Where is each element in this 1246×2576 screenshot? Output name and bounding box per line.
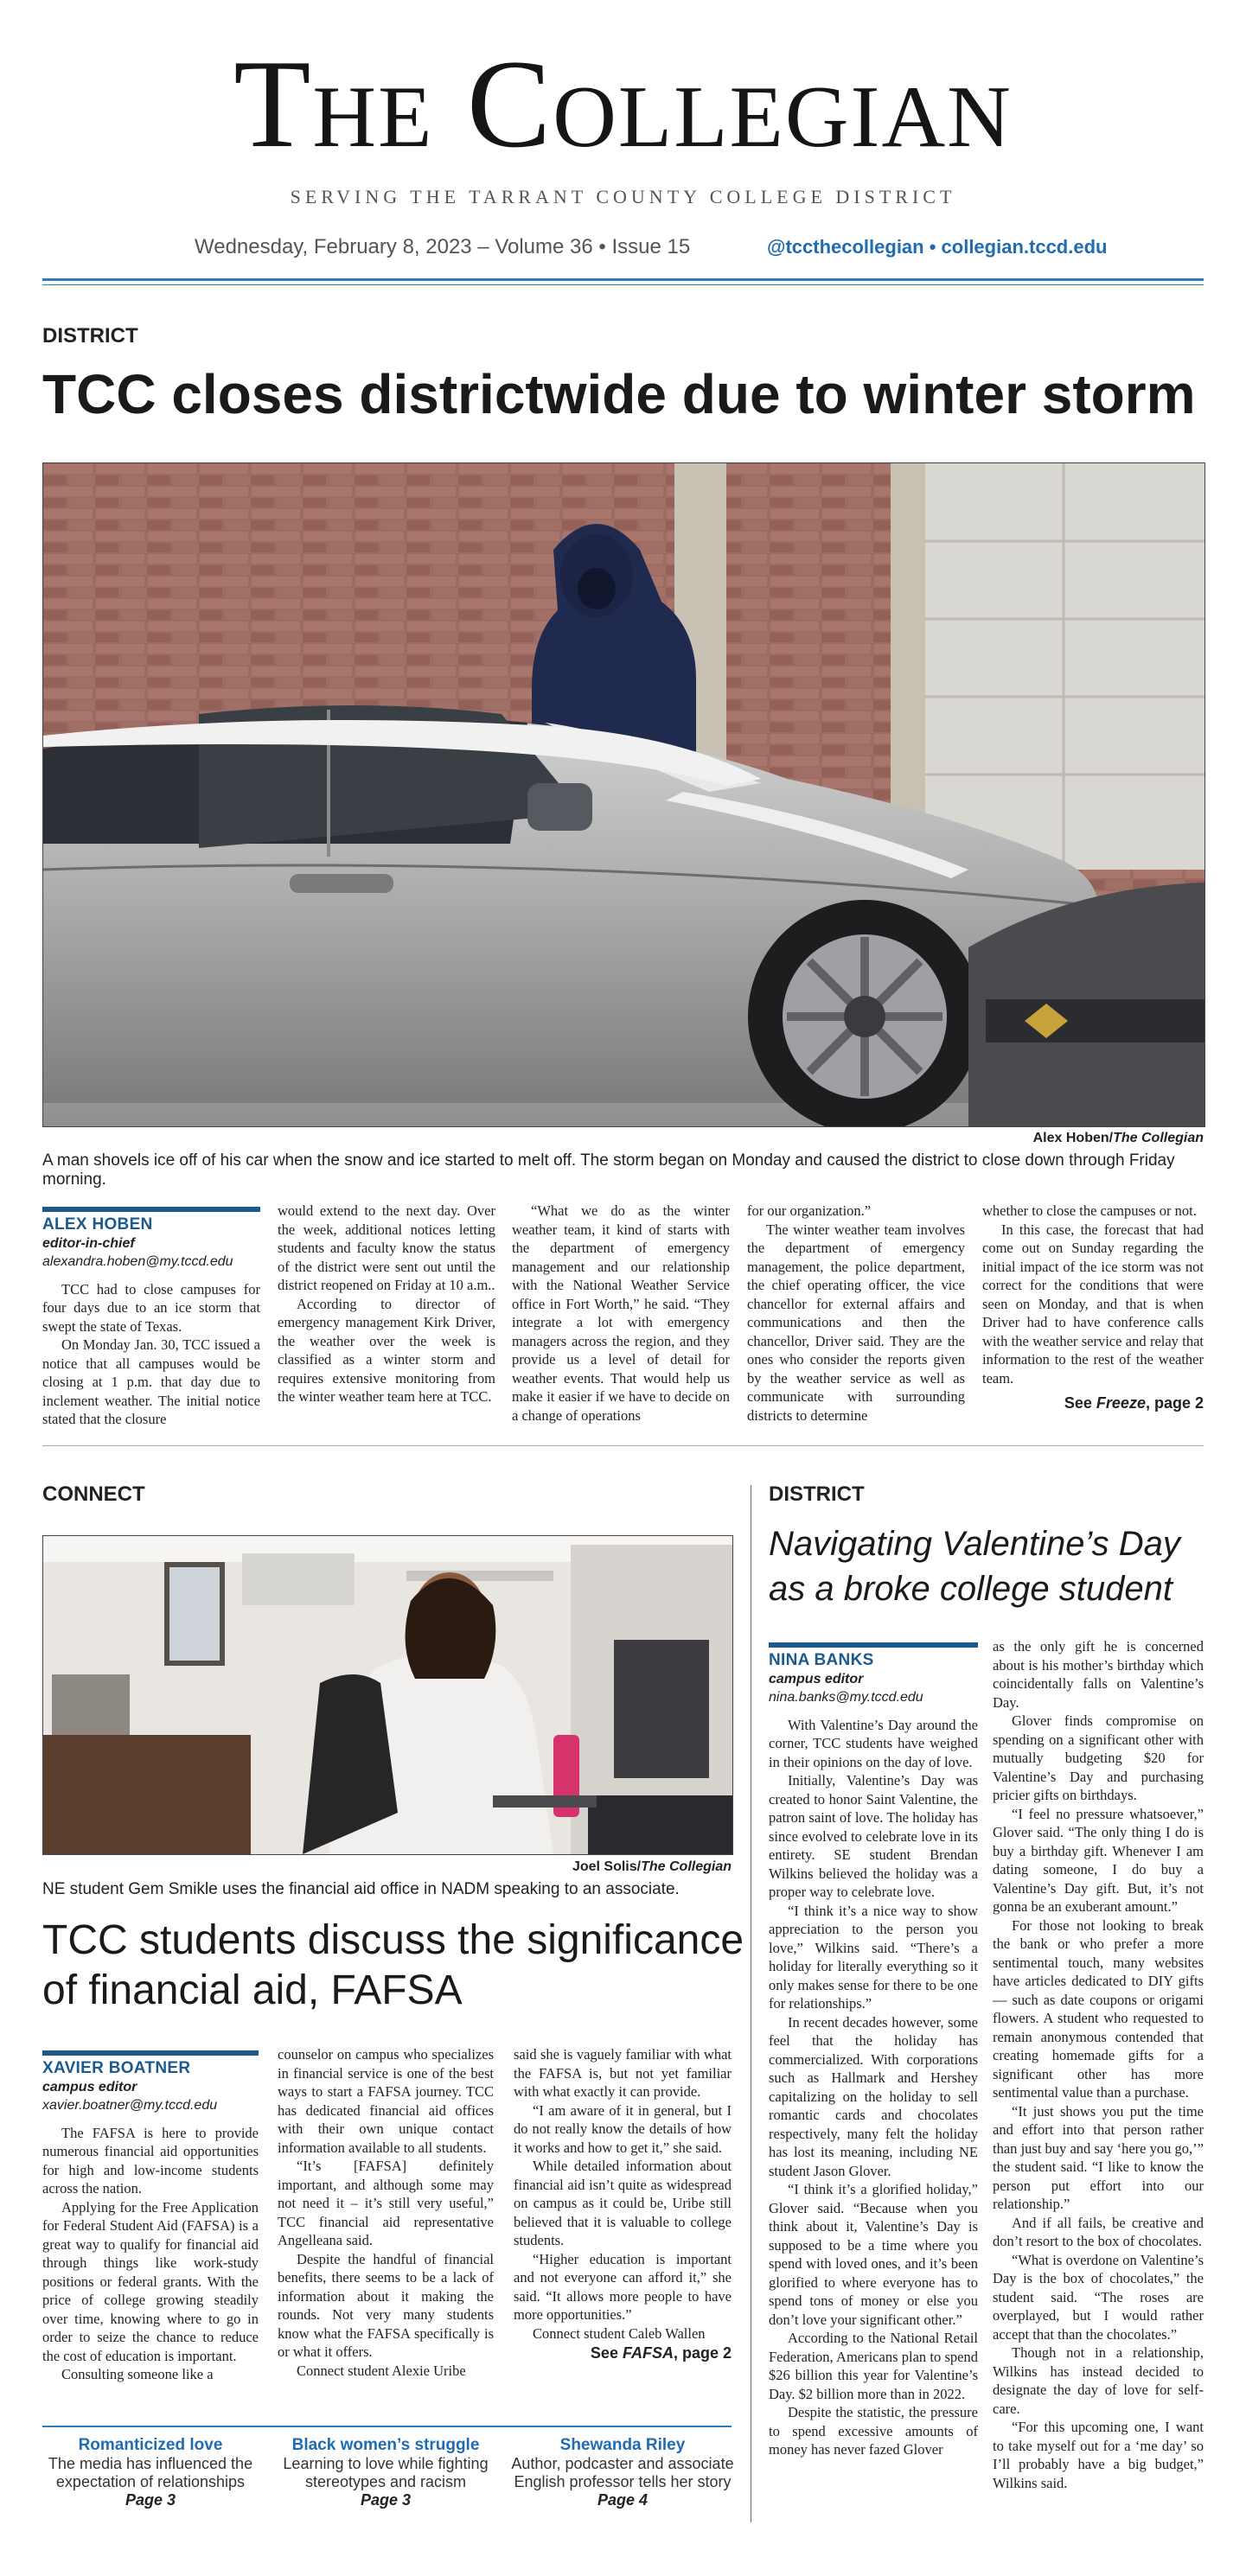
- masthead-rule: [42, 278, 1204, 281]
- paragraph: said she is vaguely familiar with what the FAFSA is, but not yet familiar with what exactly it can provide.: [514, 2046, 732, 2100]
- paragraph: whether to close the campuses or not.: [982, 1202, 1197, 1219]
- teaser-black-womens-struggle[interactable]: [278, 2436, 494, 2509]
- byline-bar: [42, 1207, 260, 1212]
- byline-email[interactable]: xavier.boatner@my.tccd.edu: [42, 2098, 218, 2113]
- paragraph: According to the National Retail Federation, Americans plan to spend $26 billion this year for Valentine’s Day. $2 billion more than in 2022.: [769, 2330, 978, 2402]
- byline-role: campus editor: [42, 2079, 137, 2095]
- byline-email[interactable]: alexandra.hoben@my.tccd.edu: [42, 1254, 233, 1269]
- jump-link-freeze[interactable]: See Freeze, page 2: [1064, 1394, 1204, 1412]
- lead-photo-illustration: [43, 463, 1204, 1126]
- paragraph: “I think it’s a glorified holiday,” Glover said. “Because when you think about it, Valentine’s Day is supposed to be a time where you spend with loved ones, and it’s been glorified to where everyone has to spend tons of money or else you don’t love your significant other.”: [769, 2181, 978, 2328]
- teaser-shewanda-riley[interactable]: [505, 2436, 740, 2509]
- paragraph: And if all fails, be creative and don’t resort to the box of chocolates.: [993, 2214, 1204, 2249]
- paragraph: for our organization.”: [747, 1202, 872, 1219]
- masthead-rule-thin: [42, 284, 1204, 285]
- paragraph: Connect student Alexie Uribe: [297, 2362, 466, 2379]
- paragraph: With Valentine’s Day around the corner, TCC students have weighed in their opinions on the day of love.: [769, 1716, 978, 1770]
- byline-bar: [42, 2050, 259, 2056]
- paragraph: Initially, Valentine’s Day was created to honor Saint Valentine, the patron saint of love. The holiday has since evolved to celebrate love in its entirety. SE student Brendan Wilkins believed the holiday was a proper way to celebrate love.: [769, 1772, 978, 1900]
- dateline: Wednesday, February 8, 2023 – Volume 36 • Issue 15: [195, 235, 691, 258]
- byline-name: NINA BANKS: [769, 1651, 874, 1669]
- social-links[interactable]: @tccthecollegian • collegian.tccd.edu: [767, 236, 1108, 258]
- byline-name: XAVIER BOATNER: [42, 2059, 191, 2077]
- paragraph: Despite the handful of financial benefits, there seems to be a lack of information about it making the rounds. Not very many students know what the FAFSA specifically is or what it offers.: [278, 2250, 494, 2360]
- teaser-page: Page 3: [125, 2491, 176, 2509]
- section-label-district-2: DISTRICT: [769, 1482, 865, 1506]
- paragraph: “I feel no pressure whatsoever,” Glover said. “The only thing I do is buy a birthday gift. Whenever I am dating someone, I do buy a Valentine’s Day gift. But, it’s not gonna be an exuberant amount.”: [993, 1805, 1204, 1915]
- byline-role: campus editor: [769, 1671, 864, 1687]
- paragraph: Connect student Caleb Wallen: [533, 2324, 706, 2342]
- paragraph: Glover finds compromise on spending on a significant other with mutually budgeting $20 for Valentine’s Day and purchasing pricier gifts on birthdays.: [993, 1712, 1204, 1803]
- paragraph: “For this upcoming one, I want to take myself out for a ‘me day’ so I’ll probably have a big budget,” Wilkins said.: [993, 2419, 1204, 2491]
- lead-photo-credit: Alex Hoben/The Collegian: [1032, 1131, 1204, 1145]
- lead-column-4: [747, 1202, 965, 1425]
- paragraph: TCC had to close campuses for four days due to an ice storm that swept the state of Texas.: [42, 1280, 260, 1335]
- lead-photo-caption: A man shovels ice off of his car when the snow and ice started to melt off. The storm began on Monday and caused the district to close down through Friday morning.: [42, 1151, 1175, 1189]
- lead-photo: [42, 462, 1205, 1127]
- paragraph: While detailed information about financial aid isn’t quite as widespread on campus as it could be, Uribe still believed that it is valuable to college students.: [514, 2158, 732, 2248]
- paragraph: “I think it’s a nice way to show appreciation to the person you love,” Wilkins said. “There’s a holiday for literally everything so it only makes sense for there to be one for relationships.”: [769, 1902, 978, 2012]
- teaser-rule: [42, 2426, 732, 2427]
- fafsa-photo-credit: Joel Solis/The Collegian: [572, 1859, 732, 1874]
- fafsa-photo-caption: NE student Gem Smikle uses the financial aid office in NADM speaking to an associate.: [42, 1880, 680, 1898]
- lead-column-2: [278, 1202, 495, 1406]
- paragraph: “What we do as the winter weather team, it kind of starts with the department of emergency management and our relationship with the National Weather Service office in Fort Worth,” he said. “They integrate a lot with emergency managers across the region, and they provide us a level of detail for weather events. That would help us make it easier if we have to decide on a change of operations: [512, 1202, 730, 1424]
- paragraph: In this case, the forecast that had come out on Sunday regarding the initial impact of the ice storm was not correct for the conditions that were seen on Monday, and that is when Driver had to have conference calls with the weather service and relay that information to the rest of the weather team.: [982, 1221, 1204, 1387]
- fafsa-column-1: [42, 2050, 259, 2384]
- paragraph: “I am aware of it in general, but I do not really know the details of how it works and how to get it,” she said.: [514, 2101, 732, 2156]
- byline-bar: [769, 1642, 978, 1648]
- paragraph: Applying for the Free Application for Federal Student Aid (FAFSA) is a great way to qualify for financial aid through things like work-study positions or federal grants. With the price of college growing steadily over time, knowing where to go in order to seize the chance to reduce the cost of education is important.: [42, 2198, 259, 2364]
- valentine-headline[interactable]: Navigating Valentine’s Day as a broke college student: [769, 1525, 1180, 1608]
- teaser-page: Page 4: [597, 2491, 649, 2509]
- fafsa-headline[interactable]: TCC students discuss the significance of financial aid, FAFSA: [42, 1917, 744, 2013]
- lead-column-1: [42, 1207, 260, 1429]
- paragraph: In recent decades however, some feel that the holiday has commercialized. With corporations such as Hallmark and Hershey capitalizing on the holiday to sell romantic cards and chocolates respectively, many felt the holiday has lost its meaning, including NE student Jason Glover.: [769, 2013, 978, 2179]
- fafsa-photo: [42, 1535, 733, 1855]
- fafsa-column-2: [278, 2045, 494, 2380]
- valentine-column-2: [993, 1637, 1204, 2492]
- section-divider: [42, 1445, 1204, 1446]
- paragraph: counselor on campus who specializes in financial service is one of the best ways to start a FAFSA journey. TCC has dedicated financial aid offices with their own unique contact information available to all students.: [278, 2046, 494, 2156]
- teaser-title: Romanticized love: [78, 2436, 223, 2454]
- paragraph: Despite the statistic, the pressure to spend excessive amounts of money has never fazed Glover: [769, 2404, 978, 2458]
- jump-link-fafsa[interactable]: See FAFSA, page 2: [590, 2344, 732, 2362]
- teaser-desc: Learning to love while fighting stereotypes and racism: [283, 2455, 489, 2490]
- paragraph: “It just shows you put the time and effort into that person rather than just buy and say ‘here you go,’” the student said. “I like to know the person put effort into our relationship.”: [993, 2102, 1204, 2212]
- masthead-title: The Collegian: [233, 34, 1013, 174]
- byline-role: editor-in-chief: [42, 1235, 135, 1251]
- lead-column-3: [512, 1202, 730, 1425]
- paragraph: would extend to the next day. Over the week, additional notices letting students and faculty know the status of the district were sent out until the district reopened on Friday at 10 a.m..: [278, 1202, 495, 1293]
- paragraph: For those not looking to break the bank or who prefer a more sentimental touch, many websites have articles dedicated to DIY gifts — such as date coupons or origami flowers. A student who requested to remain anonymous contended that creating homemade gifts for a significant other has more sentimental value than a purchase.: [993, 1916, 1204, 2101]
- paragraph: The winter weather team involves the department of emergency management, the police department, the chief operating officer, the vice chancellor for external affairs and communications and then the chancellor, Driver said. They are the ones who consider the reports given by the weather service as well as communicate with surrounding districts to determine: [747, 1221, 965, 1424]
- section-label-connect: CONNECT: [42, 1482, 145, 1506]
- tagline: SERVING THE TARRANT COUNTY COLLEGE DISTRICT: [290, 186, 956, 207]
- teaser-romanticized-love[interactable]: [42, 2436, 259, 2509]
- byline-name: ALEX HOBEN: [42, 1215, 153, 1234]
- paragraph: “What is overdone on Valentine’s Day is the box of chocolates,” the student said. “The roses are overplayed, but I would rather accept that than the chocolates.”: [993, 2251, 1204, 2343]
- paragraph: Though not in a relationship, Wilkins has instead decided to designate the day of love for self-care.: [993, 2344, 1204, 2417]
- teaser-desc: Author, podcaster and associate English professor tells her story: [511, 2455, 734, 2490]
- paragraph: According to director of emergency management Kirk Driver, the weather over the week is classified as a winter storm and requires extensive monitoring from the winter weather team here at TCC.: [278, 1295, 495, 1405]
- paragraph: as the only gift he is concerned about is his mother’s birthday which coincidentally falls on Valentine’s Day.: [993, 1638, 1204, 1711]
- teaser-title: Black women’s struggle: [291, 2436, 480, 2454]
- paragraph: The FAFSA is here to provide numerous financial aid opportunities for high and low-income students across the nation.: [42, 2124, 259, 2197]
- valentine-column-1: [769, 1642, 978, 2459]
- teaser-title: Shewanda Riley: [559, 2436, 686, 2454]
- teaser-desc: The media has influenced the expectation of relationships: [48, 2455, 253, 2490]
- fafsa-column-3: [514, 2045, 732, 2363]
- teaser-page: Page 3: [360, 2491, 412, 2509]
- paragraph: “It’s [FAFSA] definitely important, and although some may not need it – it’s still very useful,” TCC financial aid representative Angelleana said.: [278, 2158, 494, 2248]
- paragraph: “Higher education is important and not everyone can afford it,” she said. “It allows more people to have more opportunities.”: [514, 2250, 732, 2323]
- paragraph: Consulting someone like a: [61, 2366, 214, 2382]
- section-label-district: DISTRICT: [42, 324, 138, 348]
- lead-headline[interactable]: TCC closes districtwide due to winter storm: [42, 363, 1196, 425]
- byline-email[interactable]: nina.banks@my.tccd.edu: [769, 1690, 923, 1705]
- fafsa-photo-illustration: [43, 1536, 732, 1854]
- paragraph: On Monday Jan. 30, TCC issued a notice that all campuses would be closing at 1 p.m. that day due to inclement weather. The initial notice stated that the closure: [42, 1336, 260, 1427]
- lead-column-5: [982, 1202, 1204, 1413]
